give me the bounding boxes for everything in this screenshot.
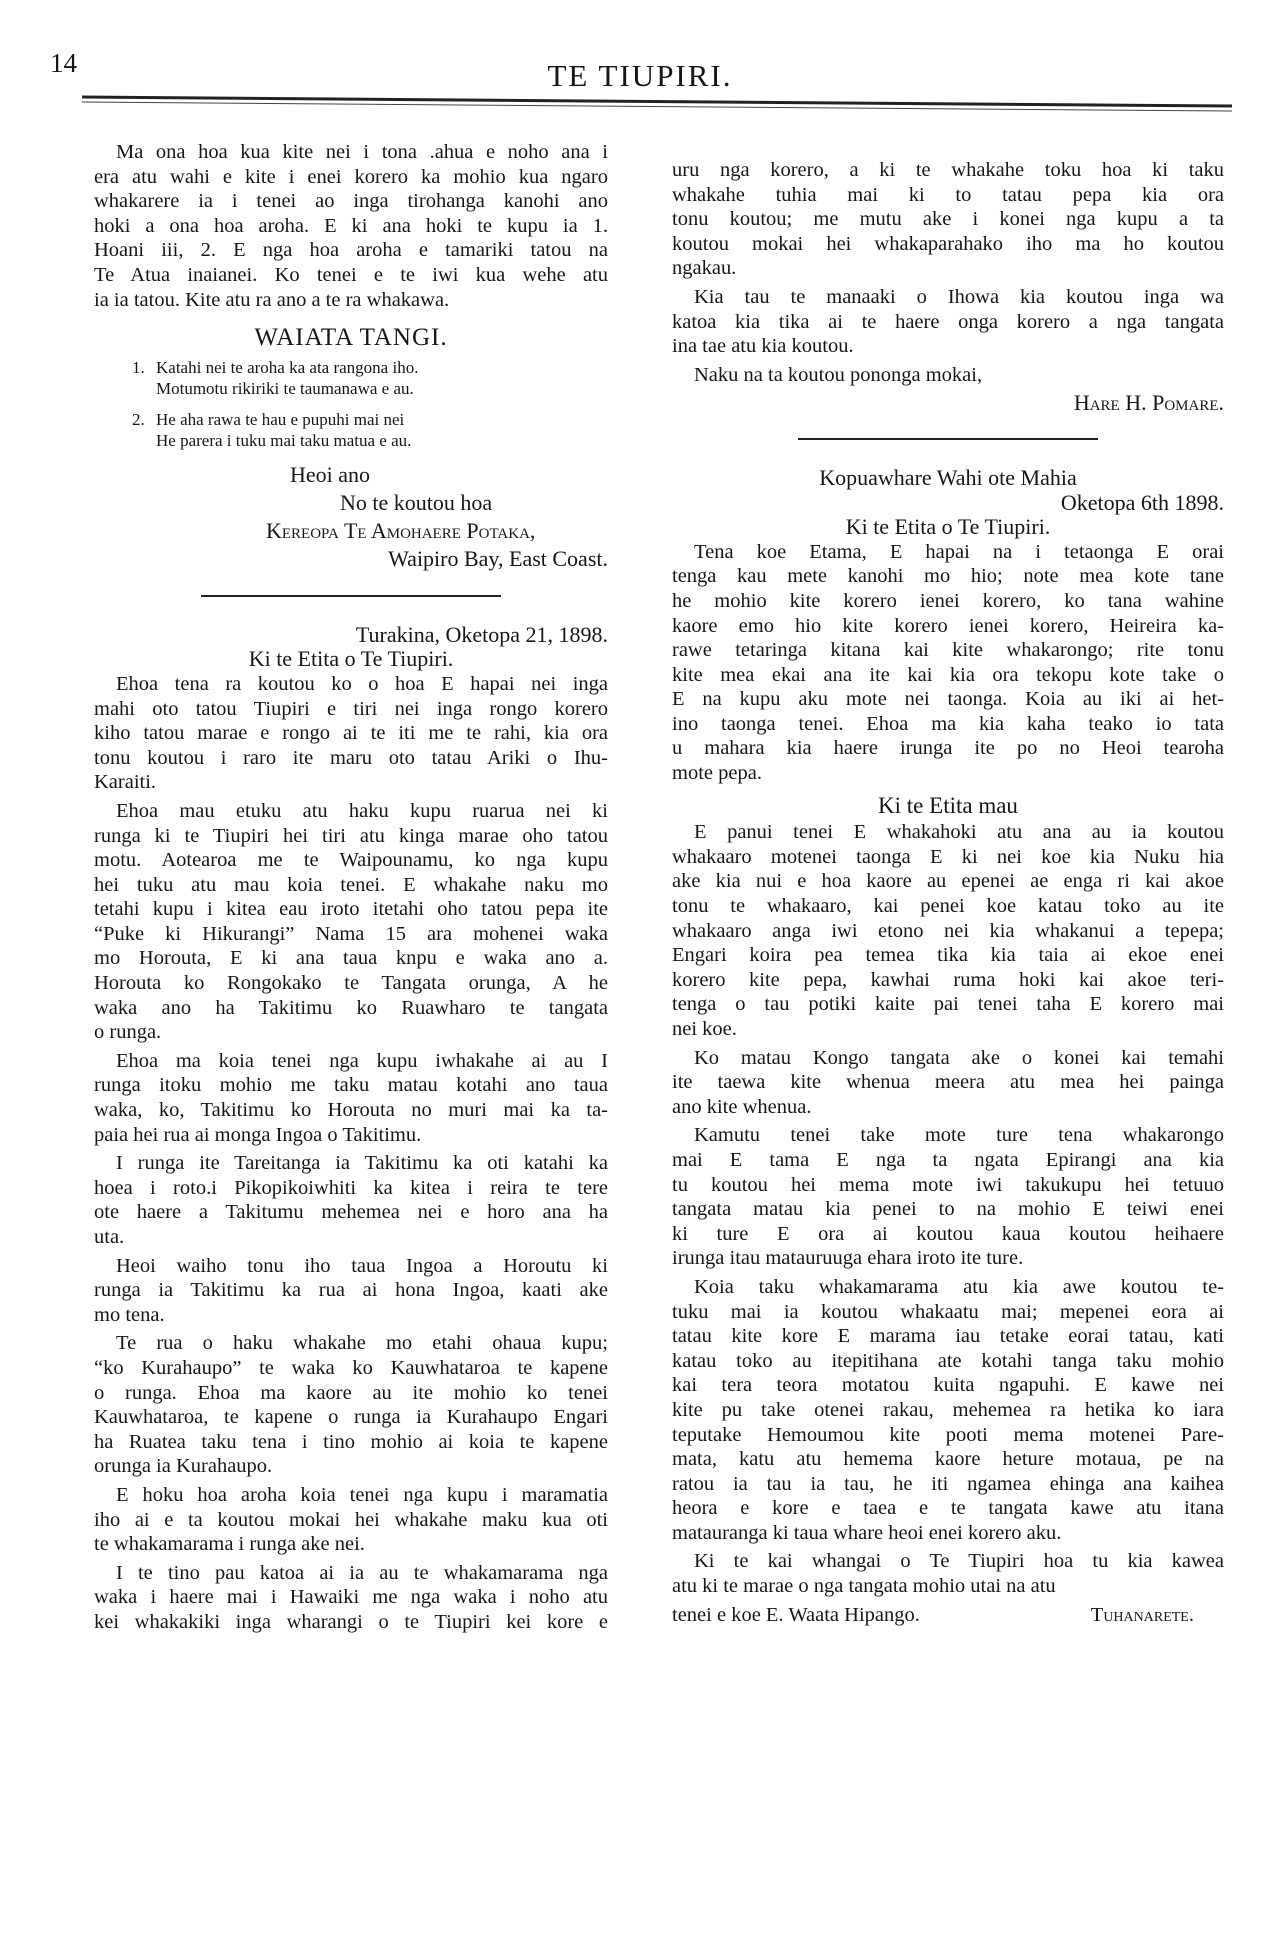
text-line: ki ture E ora ai koutou kaua koutou heihaere bbox=[672, 1222, 1224, 1245]
letter-heading: Ki te Etita o Te Tiupiri. bbox=[248, 646, 454, 672]
text-line: o runga. bbox=[94, 1021, 162, 1044]
text-line: motu. Aotearoa me te Waipounamu, ko nga kupu bbox=[94, 849, 608, 872]
letter-heading: Kopuawhare Wahi ote Mahia bbox=[819, 464, 1077, 490]
text-line: runga ia Takitimu ka rua ai hona Ingoa, kaati ake bbox=[94, 1279, 608, 1302]
text-line: uta. bbox=[94, 1226, 125, 1248]
text-line: waka i haere mai i Hawaiki me nga waka i noho atu bbox=[94, 1586, 608, 1609]
paragraph bbox=[672, 1046, 1224, 1120]
text-line: whakarere ia i tenei ao inga tirohanga kanohi ano bbox=[94, 190, 608, 213]
text-line: waka ano ha Takitimu ko Ruawharo te tangata bbox=[94, 996, 608, 1019]
text-line: Tena koe Etama, E hapai na i tetaonga E orai bbox=[694, 540, 1224, 563]
text-line: hei tuku atu mau koia tenei. E whakahe naku mo bbox=[94, 873, 608, 896]
song-verse bbox=[132, 409, 608, 451]
text-line: o runga. Ehoa ma kaore au ite mohio ko tenei bbox=[94, 1381, 608, 1404]
text-line: katoa kia tika ai te haere onga korero a nga tangata bbox=[672, 310, 1224, 333]
text-line: Te Atua inaianei. Ko tenei e te iwi kua wehe atu bbox=[94, 263, 608, 286]
text-line: Horouta ko Rongokako te Tangata orunga, A he bbox=[94, 972, 608, 995]
text-line: teputake Hemoumou kite pooti mema motenei Pare- bbox=[672, 1423, 1224, 1446]
text-line: Karaiti. bbox=[94, 771, 157, 794]
text-line: u mahara kia haere irunga ite po no Heoi tearoha bbox=[672, 737, 1224, 760]
text-line: E hoku hoa aroha koia tenei nga kupu i maramatia bbox=[116, 1483, 608, 1506]
closing-line: No te koutou hoa bbox=[340, 489, 493, 515]
section-divider bbox=[798, 438, 1098, 440]
signature: Tuhanarete. bbox=[1090, 1603, 1194, 1626]
text-line: I runga ite Tareitanga ia Takitimu ka oti katahi ka bbox=[116, 1152, 608, 1175]
text-line: tenei e koe E. Waata Hipango. bbox=[672, 1603, 920, 1626]
dateline: Oketopa 6th 1898. bbox=[1060, 489, 1224, 515]
text-line: whakaaro motenei taonga E ki nei koe kia Nuku hia bbox=[672, 845, 1224, 868]
text-line: korero kite pepa, kawhai ruma hoki kai akoe teri- bbox=[672, 968, 1224, 991]
section-heading: WAIATA TANGI. bbox=[254, 324, 448, 352]
text-line: mai E tama E nga ta ngata Epirangi ana kia bbox=[672, 1148, 1224, 1171]
paragraph bbox=[94, 1561, 608, 1635]
text-line: heora e kore e taea e te tangata kawe atu itana bbox=[672, 1497, 1224, 1520]
text-line: mo tena. bbox=[94, 1303, 165, 1326]
text-line: Ehoa tena ra koutou ko o hoa E hapai nei inga bbox=[116, 672, 608, 695]
text-line: ano kite whenua. bbox=[672, 1095, 812, 1118]
text-line: Heoi waiho tonu iho taua Ingoa a Horoutu ki bbox=[116, 1254, 608, 1277]
paragraph bbox=[672, 1549, 1224, 1598]
text-line: kai tera teora motatou kuita ngapuhi. E kawe nei bbox=[672, 1374, 1224, 1397]
text-line: kei whakakiki inga wharangi o te Tiupiri kei kore e bbox=[94, 1610, 608, 1633]
paragraph bbox=[94, 1254, 608, 1328]
text-line: whakahe tuhia mai ki to tatau pepa kia ora bbox=[672, 183, 1224, 206]
text-line: kite pu take otenei rakau, mehemea ra hetika ko iara bbox=[672, 1398, 1224, 1421]
paragraph bbox=[672, 820, 1224, 1041]
text-line: E panui tenei E whakahoki atu ana au ia koutou bbox=[694, 821, 1224, 844]
text-line: Kamutu tenei take mote ture tena whakarongo bbox=[694, 1124, 1224, 1147]
text-line: ngakau. bbox=[672, 257, 737, 280]
text-line: Kauwhataroa, te kapene o runga ia Kurahaupo Engari bbox=[94, 1406, 608, 1429]
text-line: ia ia tatou. Kite atu ra ano a te ra whakawa. bbox=[94, 288, 450, 311]
text-line: uru nga korero, a ki te whakahe toku hoa ki taku bbox=[672, 159, 1224, 181]
dateline: Turakina, Oketopa 21, 1898. bbox=[355, 621, 608, 647]
section-heading: Ki te Etita mau bbox=[878, 792, 1018, 818]
text-line: “ko Kurahaupo” te waka ko Kauwhataroa te kapene bbox=[94, 1356, 608, 1379]
letter-closing bbox=[94, 461, 608, 573]
closing-line: Waipiro Bay, East Coast. bbox=[388, 545, 608, 571]
text-line: tu koutou hei mema mote iwi takukupu hei tetuuo bbox=[672, 1173, 1224, 1196]
text-line: kaore emo hio kite korero ienei korero, Heireira ka- bbox=[672, 614, 1224, 637]
paragraph bbox=[94, 1151, 608, 1249]
paragraph bbox=[94, 1331, 608, 1479]
paragraph bbox=[672, 1123, 1224, 1271]
text-line: mata, katu atu hemema kaore heture motaua, pe na bbox=[672, 1448, 1224, 1471]
text-line: Naku na ta koutou pononga mokai, bbox=[694, 363, 983, 386]
paragraph bbox=[672, 540, 1224, 786]
text-line: I te tino pau katoa ai ia au te whakamarama nga bbox=[116, 1561, 608, 1584]
text-line: atu ki te marae o nga tangata mohio utai na atu bbox=[672, 1575, 1056, 1598]
paragraph bbox=[672, 363, 1224, 388]
text-line: tonu te whakaaro, kai penei koe katau toko au ite bbox=[672, 895, 1224, 918]
verse-line: He aha rawa te hau e pupuhi mai nei bbox=[156, 409, 405, 429]
text-line: matauranga ki taua whare heoi enei korero aku. bbox=[672, 1521, 1062, 1544]
text-line: ino taonga tenei. Ehoa ma kia kaha teako io tata bbox=[672, 712, 1224, 735]
text-line: ite taewa kite whenua meera atu mea hei painga bbox=[672, 1071, 1224, 1094]
text-line: waka, ko, Takitimu ko Horouta no muri mai ka ta- bbox=[94, 1099, 608, 1122]
text-line: Engari koira pea temea tika kia taia ai ekoe enei bbox=[672, 944, 1224, 967]
text-line: kite mea ekai ana ite kai kia ora tekopu kote take o bbox=[672, 663, 1224, 686]
page-number: 14 bbox=[50, 48, 77, 78]
text-line: paia hei rua ai monga Ingoa o Takitimu. bbox=[94, 1123, 422, 1146]
section-divider bbox=[201, 595, 501, 597]
text-line: “Puke ki Hikurangi” Nama 15 ara mohenei waka bbox=[94, 922, 608, 945]
song-verse bbox=[132, 357, 608, 399]
text-line: orunga ia Kurahaupo. bbox=[94, 1455, 273, 1478]
text-line: katau toko au itepitihana ate kotahi tanga taku mohio bbox=[672, 1349, 1224, 1372]
text-line: E na kupu aku mote nei taonga. Koia au iki ai het- bbox=[672, 688, 1224, 711]
text-line: hoki a ona hoa aroha. E ki ana hoki te kupu ia 1. bbox=[94, 214, 608, 237]
paragraph bbox=[94, 1483, 608, 1557]
paragraph bbox=[672, 1275, 1224, 1546]
text-line: Ki te kai whangai o Te Tiupiri hoa tu kia kawea bbox=[694, 1550, 1224, 1573]
text-line: iho ai e ta koutou mokai hei whakahe maku kua oti bbox=[94, 1508, 608, 1531]
verse-number: 2. bbox=[132, 409, 145, 429]
right-column bbox=[672, 158, 1224, 1627]
paragraph bbox=[672, 158, 1224, 281]
text-line: ratou ia tau ia tau, he iti ngamea ehinga ana kaihea bbox=[672, 1472, 1224, 1495]
author-name: Kereopa Te Amohaere Potaka, bbox=[266, 517, 536, 543]
signature: Hare H. Pomare. bbox=[1073, 390, 1224, 416]
text-line: hoea i roto.i Pikopikoiwhiti ka kitea i reira te tere bbox=[94, 1176, 608, 1199]
text-line: Ma ona hoa kua kite nei i tona .ahua e noho ana i bbox=[116, 141, 608, 163]
text-line: Ehoa ma koia tenei nga kupu iwhakahe ai au I bbox=[116, 1049, 608, 1072]
letter-heading: Ki te Etita o Te Tiupiri. bbox=[845, 514, 1051, 540]
text-line: ina tae atu kia koutou. bbox=[672, 335, 854, 358]
text-line: ote haere a Takitumu mehemea nei e horo ana ha bbox=[94, 1201, 608, 1224]
paragraph bbox=[94, 1049, 608, 1147]
text-line: ha Ruatea taku tena i tino mohio ai koia te kapene bbox=[94, 1430, 608, 1453]
text-line: mahi oto tatou Tiupiri e tiri nei inga rongo korero bbox=[94, 697, 608, 720]
text-line: tuku mai ia koutou whakaatu mai; mepenei eora ai bbox=[672, 1300, 1224, 1323]
verse-number: 1. bbox=[132, 357, 145, 377]
closing-line-with-signature bbox=[672, 1603, 1224, 1628]
text-line: tenga o tau potiki kaite pai tenei taha E korero mai bbox=[672, 993, 1224, 1016]
verse-line: He parera i tuku mai taku matua e au. bbox=[156, 430, 412, 450]
text-line: tonu koutou; me mutu ake i konei nga kupu a ta bbox=[672, 208, 1224, 231]
paragraph bbox=[94, 140, 608, 312]
left-column bbox=[94, 140, 608, 1639]
text-line: mo Horouta, E ki ana taua knpu e waka ano a. bbox=[94, 947, 608, 970]
text-line: tatau kite kore E marama iau tetake eorai tatau, kati bbox=[672, 1325, 1224, 1348]
text-line: Koia taku whakamarama atu kia awe koutou te- bbox=[694, 1275, 1224, 1298]
text-line: tangata matau kia penei to na mohio E teiwi enei bbox=[672, 1198, 1224, 1221]
paragraph bbox=[672, 285, 1224, 359]
text-line: kiho tatou marae e rongo ai te iti me te rahi, kia ora bbox=[94, 722, 608, 745]
text-line: he mohio kite korero ienei korero, ko tana wahine bbox=[672, 589, 1224, 612]
text-line: rawe tetaringa kitana kai kite whakarongo; rite tonu bbox=[672, 639, 1224, 662]
newspaper-title: TE TIUPIRI. bbox=[547, 58, 733, 93]
text-line: mote pepa. bbox=[672, 762, 762, 785]
paragraph bbox=[94, 672, 608, 795]
verse-line: Motumotu rikiriki te taumanawa e au. bbox=[156, 378, 414, 398]
text-line: Ehoa mau etuku atu haku kupu ruarua nei ki bbox=[116, 799, 608, 822]
text-line: tetahi kupu i kitea eau iroto itetahi oho tatou pepa ite bbox=[94, 898, 608, 921]
text-line: tonu koutou i raro ite maru oto tatau Ariki o Ihu- bbox=[94, 746, 608, 769]
paragraph bbox=[94, 799, 608, 1045]
text-line: koutou mokai hei whakaparahako iho ma ho koutou bbox=[672, 232, 1224, 255]
text-line: Ko matau Kongo tangata ake o konei kai temahi bbox=[694, 1046, 1224, 1069]
text-line: whakaaro anga iwi etono nei kia whakanui a tepepa; bbox=[672, 919, 1224, 942]
text-line: Te rua o haku whakahe mo etahi ohaua kupu; bbox=[116, 1332, 608, 1355]
text-line: nei koe. bbox=[672, 1018, 737, 1040]
text-line: tenga kau mete kanohi mo hio; note mea kote tane bbox=[672, 565, 1224, 588]
text-line: te whakamarama i runga ake nei. bbox=[94, 1533, 365, 1556]
text-line: Hoani iii, 2. E nga hoa aroha e tamariki tatou na bbox=[94, 239, 608, 262]
closing-line: Heoi ano bbox=[290, 461, 371, 487]
text-line: ake kia nui e hoa kaore au epenei ae enga ri kai akoe bbox=[672, 870, 1224, 893]
text-line: irunga itau matauruuga ehara iroto ite ture. bbox=[672, 1247, 1024, 1270]
text-line: runga ki te Tiupiri hei tiri atu kinga marae oho tatou bbox=[94, 824, 608, 847]
verse-line: Katahi nei te aroha ka ata rangona iho. bbox=[156, 357, 419, 377]
text-line: era atu wahi e kite i enei korero ka mohio kua ngaro bbox=[94, 165, 608, 188]
text-line: Kia tau te manaaki o Ihowa kia koutou inga wa bbox=[694, 285, 1224, 308]
text-line: runga itoku mohio me taku matau kotahi ano taua bbox=[94, 1074, 608, 1097]
